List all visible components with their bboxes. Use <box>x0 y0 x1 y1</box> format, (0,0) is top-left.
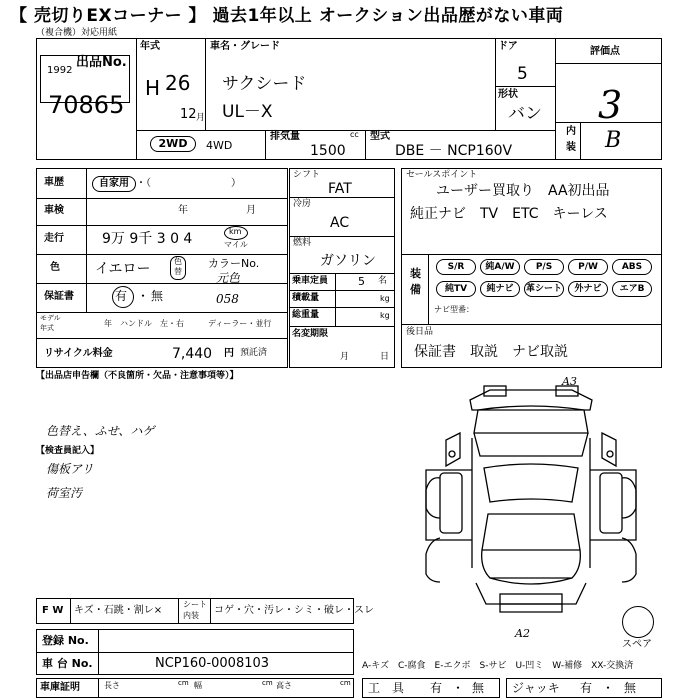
lot-number: 70865 <box>48 91 125 119</box>
equipment-item: S/R <box>436 259 476 275</box>
mileage-label: 走行 <box>44 233 64 244</box>
history-rest: ・（ ） <box>136 178 241 189</box>
model-code-label: 型式 <box>370 131 390 142</box>
warranty-sep: ・ <box>137 289 150 303</box>
shift-value: FAT <box>328 181 352 197</box>
equipment-label-1: 装 <box>410 267 421 280</box>
model-label: 車名・グレード <box>210 41 280 52</box>
inspector-line-2: 荷室汚 <box>46 486 83 500</box>
inspector-line-1: 傷板アリ <box>46 462 94 476</box>
equipment-label-2: 備 <box>410 283 421 296</box>
cert-unit-3: cm <box>340 679 351 687</box>
sheet-subtitle: （複合機）対応用紙 <box>36 28 118 38</box>
capacity-value: 5 <box>358 275 365 288</box>
color-value: イエロー <box>95 261 151 277</box>
year-label: 年式 <box>140 41 160 52</box>
year-month-unit: 月 <box>196 113 206 123</box>
model-code-value: DBE － NCP160V <box>395 143 513 159</box>
jack-no: 無 <box>624 681 637 695</box>
tools-no: 無 <box>472 681 485 695</box>
sales-label: セールスポイント <box>406 170 478 180</box>
model-year-label-2: 年式 <box>40 324 54 332</box>
interior-label-2: 装 <box>566 142 576 153</box>
change-date-label: 名変期限 <box>292 329 329 339</box>
recycle-unit: 円 <box>224 348 234 359</box>
cert-unit-1: cm <box>178 679 189 687</box>
recycle-value: 7,440 <box>172 346 213 362</box>
sheet-value: コゲ・穴・汚レ・シミ・破レ・スレ <box>214 605 374 616</box>
interior-value: B <box>605 128 622 153</box>
year-era: H <box>145 76 161 100</box>
capacity-unit: 名 <box>378 276 388 286</box>
fuel-value: ガソリン <box>320 253 376 269</box>
cert-unit-2: cm <box>262 679 273 687</box>
color-code-label: カラーNo. <box>208 257 260 270</box>
warranty-no: 無 <box>151 289 164 303</box>
interior-label-1: 内 <box>566 126 576 137</box>
registration-label: 登録 No. <box>42 634 89 647</box>
cert-length: 長さ <box>104 681 120 690</box>
model-year-year: 年 <box>104 319 112 328</box>
jack-sep: ・ <box>602 681 615 695</box>
history-value: 自家用 <box>92 176 136 192</box>
body-label: 形状 <box>498 89 518 100</box>
tools-label: 工 具 <box>368 681 405 695</box>
later-value: 保証書 取説 ナビ取説 <box>414 344 568 360</box>
color-label: 色 <box>50 262 60 273</box>
drive-4wd: 4WD <box>206 139 233 152</box>
body-value: バン <box>508 104 542 124</box>
equipment-item: 純TV <box>436 281 476 297</box>
recycle-label: リサイクル料金 <box>44 348 113 359</box>
inspection-label: 車検 <box>44 205 64 216</box>
history-label: 車歴 <box>44 177 64 188</box>
recycle-note: 預託済 <box>240 348 268 358</box>
displacement-unit: cc <box>350 130 359 139</box>
change-date-month: 月 <box>340 352 350 362</box>
navi-model-label: ナビ型番： <box>434 305 474 314</box>
score-value: 3 <box>598 83 623 127</box>
capacity-label: 乗車定員 <box>292 276 329 286</box>
diagram-mark-top: A3 <box>562 375 577 388</box>
fuel-label: 燃料 <box>293 238 312 248</box>
tools-yes: 有 <box>430 681 443 695</box>
chassis-label: 車 台 No. <box>42 657 93 670</box>
model-name: サクシード <box>222 74 307 94</box>
gross-label: 総重量 <box>292 310 320 320</box>
equipment-item: 純A/W <box>480 259 520 275</box>
mileage-value: 9万 9千 3 0 4 <box>102 231 193 247</box>
gross-unit: kg <box>380 311 390 320</box>
mileage-unit-km: km <box>229 227 242 236</box>
equipment-item: ABS <box>612 259 652 275</box>
tools-sep: ・ <box>452 681 465 695</box>
later-label: 後日品 <box>406 327 434 337</box>
year-month: 12 <box>180 107 197 122</box>
spare-label: スペア <box>622 639 652 650</box>
model-grade: UL－X <box>222 102 273 122</box>
fw-value: キズ・石跳・割レ× <box>74 605 163 616</box>
mileage-unit-mile: マイル <box>224 240 248 249</box>
model-year-handle: ハンドル 左・右 <box>120 319 184 328</box>
sales-line-2: 純正ナビ TV ETC キーレス <box>410 206 608 222</box>
cert-width: 幅 <box>194 681 202 690</box>
change-date-day: 日 <box>380 352 390 362</box>
equipment-item: P/W <box>568 259 608 275</box>
inspector-label: 【検査員記入】 <box>36 446 100 456</box>
load-label: 積載量 <box>292 293 320 303</box>
model-year-dealer: ディーラー・並行 <box>208 319 272 328</box>
cert-label: 車庫証明 <box>40 682 80 693</box>
color-code: 058 <box>216 292 239 306</box>
car-damage-diagram <box>400 375 662 618</box>
damage-legend: A-キズ C-腐食 E-エクボ S-サビ U-凹ミ W-補修 XX-交換済 <box>362 661 634 671</box>
equipment-item: 革シート <box>524 281 564 297</box>
shift-label: シフト <box>293 170 321 180</box>
displacement-value: 1500 <box>310 143 346 159</box>
diagram-mark-bottom: A2 <box>515 627 530 640</box>
equipment-item: 純ナビ <box>480 281 520 297</box>
equipment-item: 外ナビ <box>568 281 608 297</box>
aircon-label: 冷房 <box>293 199 312 209</box>
inspection-year-unit: 年 <box>178 205 188 216</box>
declaration-note: 色替え、ふせ、ハゲ <box>46 424 155 438</box>
doors-value: 5 <box>517 64 528 84</box>
model-year-label-1: モデル <box>40 314 61 322</box>
color-original: 元色 <box>216 271 241 285</box>
sheet-label-1: シート <box>183 600 207 609</box>
inspection-month-unit: 月 <box>246 205 256 216</box>
load-unit: kg <box>380 294 390 303</box>
jack-label: ジャッキ <box>512 681 560 695</box>
sheet-label-2: 内装 <box>183 611 199 620</box>
equipment-item: エアB <box>612 281 652 297</box>
drive-2wd: 2WD <box>150 136 196 152</box>
sales-line-1: ユーザー買取り AA初出品 <box>436 183 610 199</box>
jack-yes: 有 <box>580 681 593 695</box>
lot-stamp: 1992 <box>47 65 73 76</box>
doors-label: ドア <box>498 41 518 52</box>
displacement-label: 排気量 <box>270 131 300 142</box>
lot-label: 出品No. <box>76 55 127 70</box>
declaration-label: 【出品店申告欄（不良箇所・欠品・注意事項等）】 <box>36 371 239 381</box>
score-label: 評価点 <box>590 46 620 57</box>
chassis-value: NCP160-0008103 <box>155 656 270 671</box>
equipment-item: P/S <box>524 259 564 275</box>
color-changed-mark: 色替 <box>170 256 186 280</box>
cert-height: 高さ <box>276 681 292 690</box>
warranty-label: 保証書 <box>44 291 74 302</box>
fw-label: F W <box>42 605 64 616</box>
sheet-title: 【 売切りEXコーナー 】 過去1年以上 オークション出品歴がない車両 <box>10 6 564 26</box>
spare-circle <box>622 606 654 638</box>
aircon-value: AC <box>330 215 350 231</box>
warranty-yes: 有 <box>115 289 128 303</box>
year-value: 26 <box>165 71 191 95</box>
